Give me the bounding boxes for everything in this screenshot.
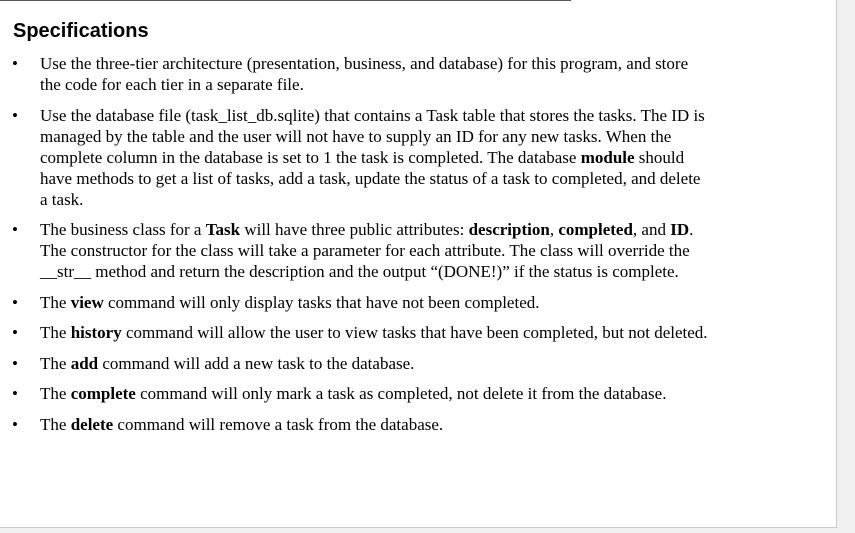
list-item <box>0 292 710 313</box>
list-item-text: The <box>40 414 71 434</box>
list-item <box>0 105 710 210</box>
list-item-text: . The constructor for the class will take a parameter for each attribute. The class will override the __str__ method and return the description and the output “(DONE!)” if the status is complete. <box>40 220 694 281</box>
bullet-icon: • <box>12 54 18 73</box>
bold-term: history <box>70 323 122 342</box>
list-item <box>0 219 710 282</box>
list-item-text: command will remove a task from the database. <box>113 414 444 434</box>
bullet-icon: • <box>12 292 18 312</box>
list-item-text: command will add a new task to the database. <box>98 353 415 373</box>
bullet-icon: • <box>12 353 18 373</box>
list-item-text: , <box>549 220 559 239</box>
list-item-text: , and <box>632 220 671 239</box>
list-item <box>0 414 710 435</box>
bold-term: complete <box>70 384 136 403</box>
list-item <box>0 53 710 95</box>
list-item-text: The <box>40 292 71 312</box>
list-item-text: The business class for a <box>40 220 206 239</box>
bold-term: add <box>70 353 99 373</box>
list-item-text: The <box>40 384 71 403</box>
list-item <box>0 383 710 404</box>
list-item-text: Use the database file (task_list_db.sqlite) that contains a Task table that stores the tasks. The ID is managed by the table and the user will not have to supply an ID for any new tasks. When the complete column in the database is set to 1 the task is completed. The database <box>40 105 705 167</box>
bullet-icon: • <box>12 384 18 403</box>
list-item-text: will have three public attributes: <box>240 220 469 239</box>
list-item-text: command will only display tasks that have not been completed. <box>103 292 540 312</box>
specifications-list <box>0 53 710 444</box>
bold-term: Task <box>205 220 241 239</box>
list-item-text: command will allow the user to view tasks that have been completed, but not deleted. <box>121 323 708 342</box>
list-item-text: The <box>40 353 71 373</box>
top-divider <box>0 0 571 1</box>
bullet-icon: • <box>12 105 18 125</box>
bullet-icon: • <box>12 323 18 342</box>
bold-term: ID <box>670 220 690 239</box>
bold-term: description <box>468 220 550 239</box>
bold-term: view <box>70 292 104 312</box>
list-item-text: Use the three-tier architecture (presentation, business, and database) for this program, and store the code for each tier in a separate file. <box>40 54 689 94</box>
list-item <box>0 322 710 343</box>
bold-term: module <box>580 147 635 167</box>
bullet-icon: • <box>12 220 18 239</box>
bold-term: completed <box>558 220 633 239</box>
list-item-text: The <box>40 323 71 342</box>
bold-term: delete <box>70 414 114 434</box>
bullet-icon: • <box>12 414 18 434</box>
section-heading: Specifications <box>13 20 149 42</box>
list-item-text: should have methods to get a list of tasks, add a task, update the status of a task to completed, and delete a task. <box>40 147 701 209</box>
list-item-text: command will only mark a task as completed, not delete it from the database. <box>135 384 667 403</box>
list-item <box>0 353 710 374</box>
